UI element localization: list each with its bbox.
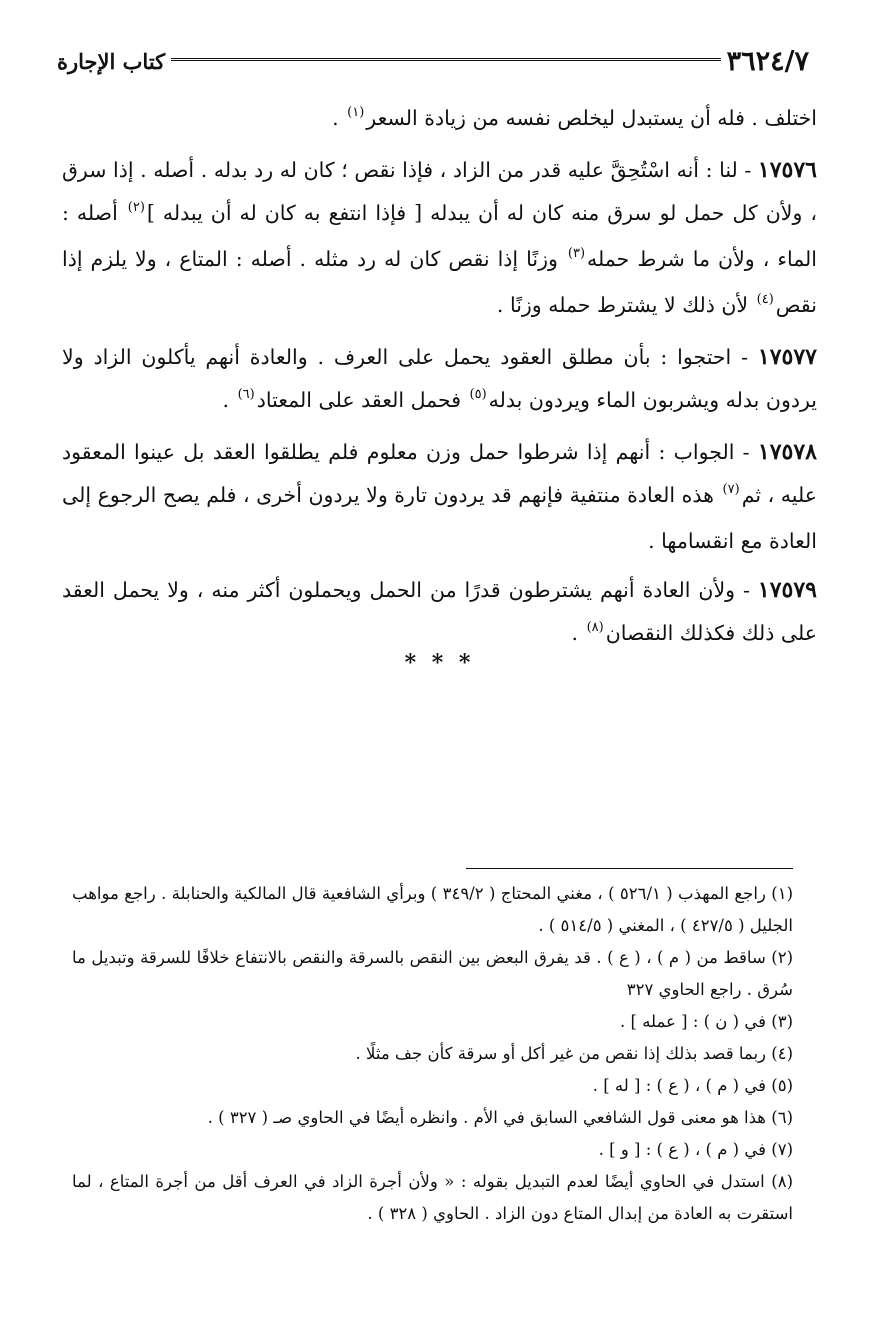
main-text [62,97,817,664]
footnote-ref: (٢) [127,200,145,215]
footnote: (٨) استدل في الحاوي أيضًا لعدم التبديل بقوله : « ولأن أجرة الزاد في العرف أقل من أجرة المتاع ، لما استقرت به العادة من إبدال المتاع دون الزاد . الحاوي ( ٣٢٨ ) . [72,1172,793,1223]
footnote-rule [466,868,793,869]
paragraph-text: - ولأن العادة أنهم يشترطون قدرًا من الحمل ويحملون أكثر منه ، ولا يحمل العقد على ذلك فكذلك النقصان [62,578,817,645]
header-rule [171,58,720,64]
footnote: (١) راجع المهذب ( ٥٢٦/١ ) ، مغني المحتاج ( ٣٤٩/٢ ) وبرأي الشافعية قال المالكية والحنابلة . راجع مواهب الجليل ( ٤٢٧/٥ ) ، المغني ( ٥١٤/٥ ) . [72,884,793,935]
issue-number: ١٧٥٧٩ [757,577,817,603]
footnotes [72,878,793,1230]
paragraph-text: . [571,621,585,645]
paragraph-continuation [62,97,817,143]
footnote-ref: (٥) [469,387,487,402]
footnote: (٥) في ( م ) ، ( ع ) : [ له ] . [592,1076,793,1095]
issue-number: ١٧٥٧٦ [757,157,817,183]
footnote: (٣) في ( ن ) : [ عمله ] . [620,1012,793,1031]
footnote: (٦) هذا هو معنى قول الشافعي السابق في الأم . وانظره أيضًا في الحاوي صـ ( ٣٢٧ ) . [207,1108,793,1127]
issue-paragraph [62,431,817,563]
paragraph-text: . [332,106,346,130]
footnote: (٤) ربما قصد بذلك إذا نقص من غير أكل أو سرقة كأن جف مثلًا . [355,1044,793,1063]
paragraph-text: وزنًا إذا نقص كان له رد مثله . أصله : المتاع ، ولا يلزم إذا نقص [62,247,817,317]
section-separator: * * * [404,650,475,676]
footnote-ref: (٨) [586,620,604,635]
paragraph-text: هذه العادة منتفية فإنهم قد يردون تارة ولا يردون أخرى ، فلم يصح الرجوع إلى العادة مع انقسامها . [62,483,817,553]
paragraph-text: - الجواب : أنهم إذا شرطوا حمل وزن معلوم فلم يطلقوا العقد بل عينوا المعقود عليه ، ثم [62,440,817,507]
paragraph-text: لأن ذلك لا يشترط حمله وزنًا . [496,293,755,317]
paragraph-text: . [222,388,236,412]
book-title: كتاب الإجارة [57,48,166,74]
issue-paragraph [62,336,817,425]
issue-number: ١٧٥٧٨ [757,439,817,465]
paragraph-text: - احتجوا : بأن مطلق العقود يحمل على العرف . والعادة أنهم يأكلون الزاد ولا يردون بدله ويشربون الماء ويردون بدله [62,345,817,412]
footnote-ref: (٤) [756,292,774,307]
paragraph-text: اختلف . فله أن يستبدل ليخلص نفسه من زيادة السعر [366,106,817,130]
page-number: ٣٦٢٤/٧ [726,45,809,77]
footnote-ref: (٣) [567,246,586,261]
running-header [57,44,809,78]
footnote: (٧) في ( م ) ، ( ع ) : [ و ] . [598,1140,793,1159]
issue-paragraph [62,569,817,658]
paragraph-text: - لنا : أنه اسْتُحِقَّ عليه قدر من الزاد ، فإذا نقص ؛ كان له رد بدله . أصله . إذا سرق ، ولأن كل حمل لو سرق منه كان له أن يبدله [ فإذا انتفع به كان له أن يبدله ] [62,158,817,225]
footnote-ref: (١) [347,105,365,120]
footnote-ref: (٦) [237,387,255,402]
issue-number: ١٧٥٧٧ [757,344,817,370]
footnote: (٢) ساقط من ( م ) ، ( ع ) . قد يفرق البعض بين النقص بالسرقة والنقص بالانتفاع خلافًا للسرقة وتبديل ما سُرق . راجع الحاوي ٣٢٧ [72,948,793,999]
paragraph-text: فحمل العقد على المعتاد [256,388,468,412]
footnote-ref: (٧) [722,482,740,497]
paragraph-text: أصله : الماء ، ولأن ما شرط حمله [62,201,818,271]
issue-paragraph [62,149,817,330]
